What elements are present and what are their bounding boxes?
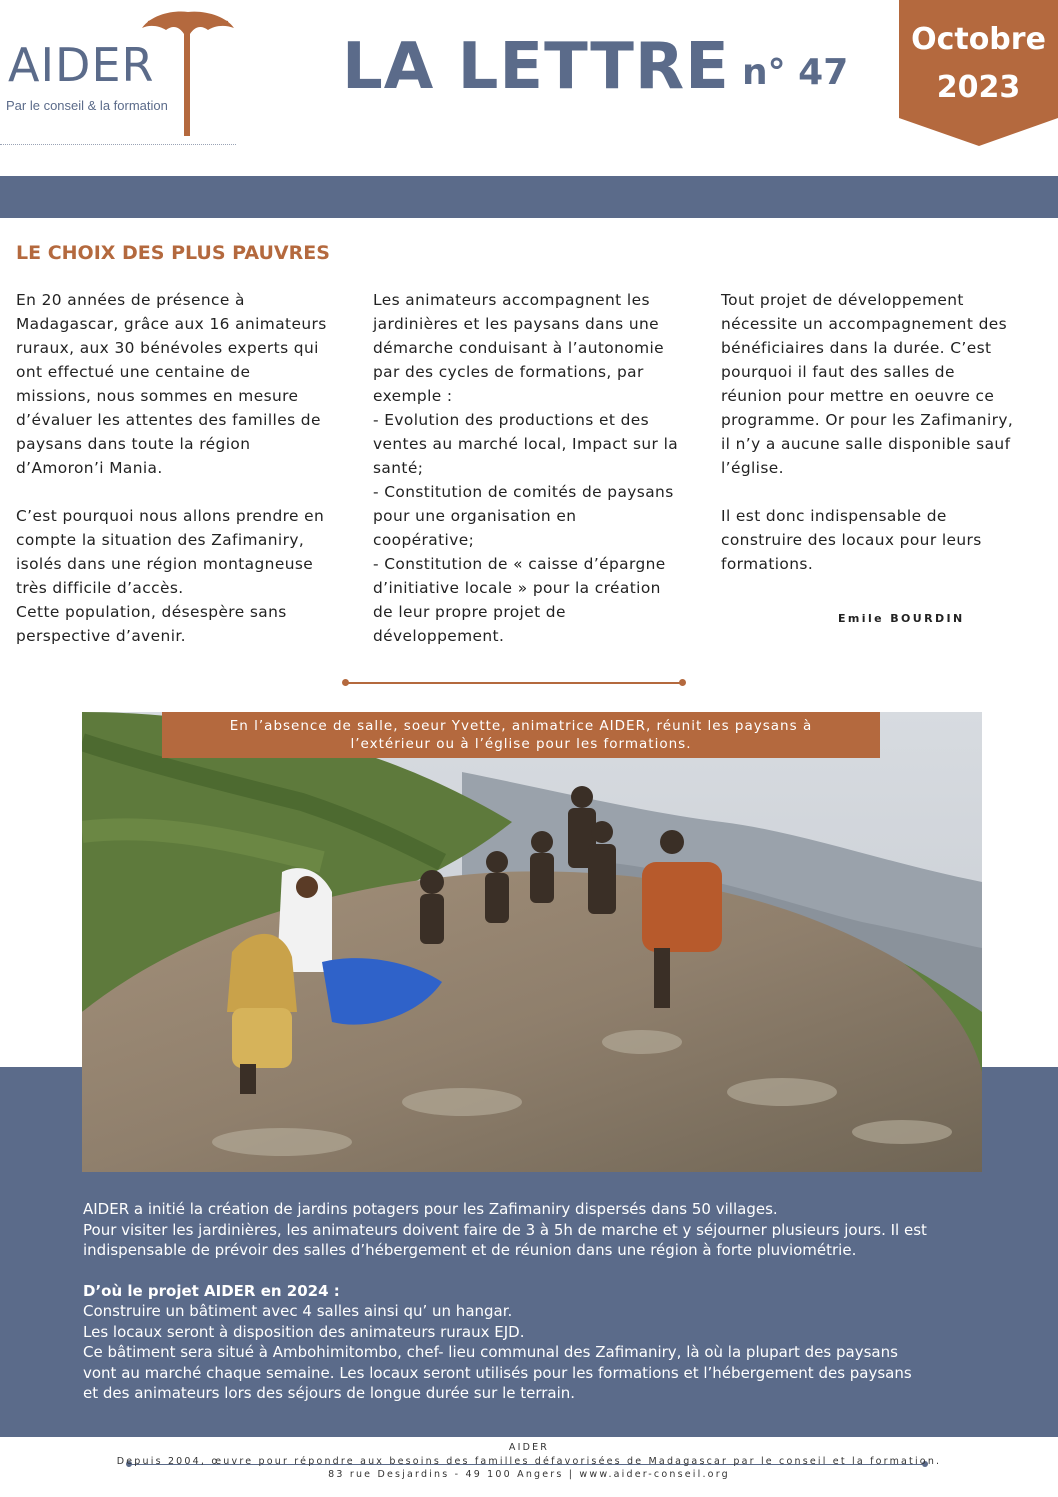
section-divider xyxy=(344,682,684,684)
article-title: LE CHOIX DES PLUS PAUVRES xyxy=(16,242,330,264)
paragraph: C’est pourquoi nous allons prendre en compte la situation des Zafimaniry, isolés dans une région montagneuse très difficile d’accès. Cette population, désespère sans perspective d’avenir. xyxy=(16,507,325,645)
date-badge xyxy=(899,0,1058,146)
project-intro: AIDER a initié la création de jardins potagers pour les Zafimaniry dispersés dans 50 villages. Pour visiter les jardinières, les animateurs doivent faire de 3 à 5h de marche et y séjourner plusieurs jours. Il est indispensable de prévoir des salles d’hébergement et de réunion dans une région à forte pluviométrie. xyxy=(83,1200,927,1259)
issue-number: n° 47 xyxy=(742,52,849,93)
author-signature: Emile BOURDIN xyxy=(838,612,965,625)
logo-name: AIDER xyxy=(8,38,155,92)
meeting-photo xyxy=(82,712,982,1172)
paragraph: En 20 années de présence à Madagascar, grâce aux 16 animateurs ruraux, aux 30 bénévoles experts qui ont effectué une centaine de missions, nous sommes en mesure d’évaluer les attentes des familles de paysans dans toute la région d’Amoron’i Mania. xyxy=(16,291,327,477)
footer-address: 83 rue Desjardins - 49 100 Angers | www.aider-conseil.org xyxy=(328,1469,730,1480)
logo-tagline: Par le conseil & la formation xyxy=(6,98,168,113)
photo-caption xyxy=(162,712,880,758)
footer-org: AIDER xyxy=(508,1442,550,1453)
paragraph: Il est donc indispensable de construire des locaux pour leurs formations. xyxy=(721,507,982,573)
project-heading: D’où le projet AIDER en 2024 : xyxy=(83,1281,340,1300)
divider-dot xyxy=(679,679,686,686)
divider-dot xyxy=(342,679,349,686)
newsletter-title: LA LETTRE xyxy=(342,30,730,104)
article-column-2 xyxy=(373,288,713,648)
logo-divider xyxy=(0,144,236,145)
article-column-3 xyxy=(721,288,1043,576)
date-year: 2023 xyxy=(936,70,1021,105)
footer-mission: Depuis 2004, œuvre pour répondre aux besoins des familles défavorisées de Madagascar par le conseil et la formation. xyxy=(116,1456,942,1467)
project-body: Construire un bâtiment avec 4 salles ainsi qu’ un hangar. Les locaux seront à disposition des animateurs ruraux EJD. Ce bâtiment sera situé à Ambohimitombo, chef- lieu communal des Zafimaniry, là où la plupart des paysans vont au marché chaque semaine. Les locaux seront utilisés pour les formations et l’hébergement des paysans et des animateurs lors des séjours de longue durée sur le terrain. xyxy=(83,1302,912,1402)
article-column-1 xyxy=(16,288,361,648)
header-band xyxy=(0,176,1058,218)
date-month: Octobre xyxy=(911,22,1046,57)
caption-text: En l’absence de salle, soeur Yvette, animatrice AIDER, réunit les paysans à l’extérieur ou à l’église pour les formations. xyxy=(229,718,813,752)
project-description xyxy=(83,1199,983,1404)
landscape-illustration xyxy=(82,712,982,1172)
paragraph: Les animateurs accompagnent les jardinières et les paysans dans une démarche conduisant à l’autonomie par des cycles de formations, par exemple : - Evolution des productions et des ventes au marché local, Impact sur la santé; - Constitution de comités de paysans pour une organisation en coopérative; - Constitution de « caisse d’épargne d’initiative locale » pour la création de leur propre projet de développement. xyxy=(373,291,679,645)
logo xyxy=(0,0,240,150)
paragraph: Tout projet de développement nécessite un accompagnement des bénéficiaires dans la durée. C’est pourquoi il faut des salles de réunion pour mettre en oeuvre ce programme. Or pour les Zafimaniry, il n’y a aucune salle disponible sauf l’église. xyxy=(721,291,1014,477)
